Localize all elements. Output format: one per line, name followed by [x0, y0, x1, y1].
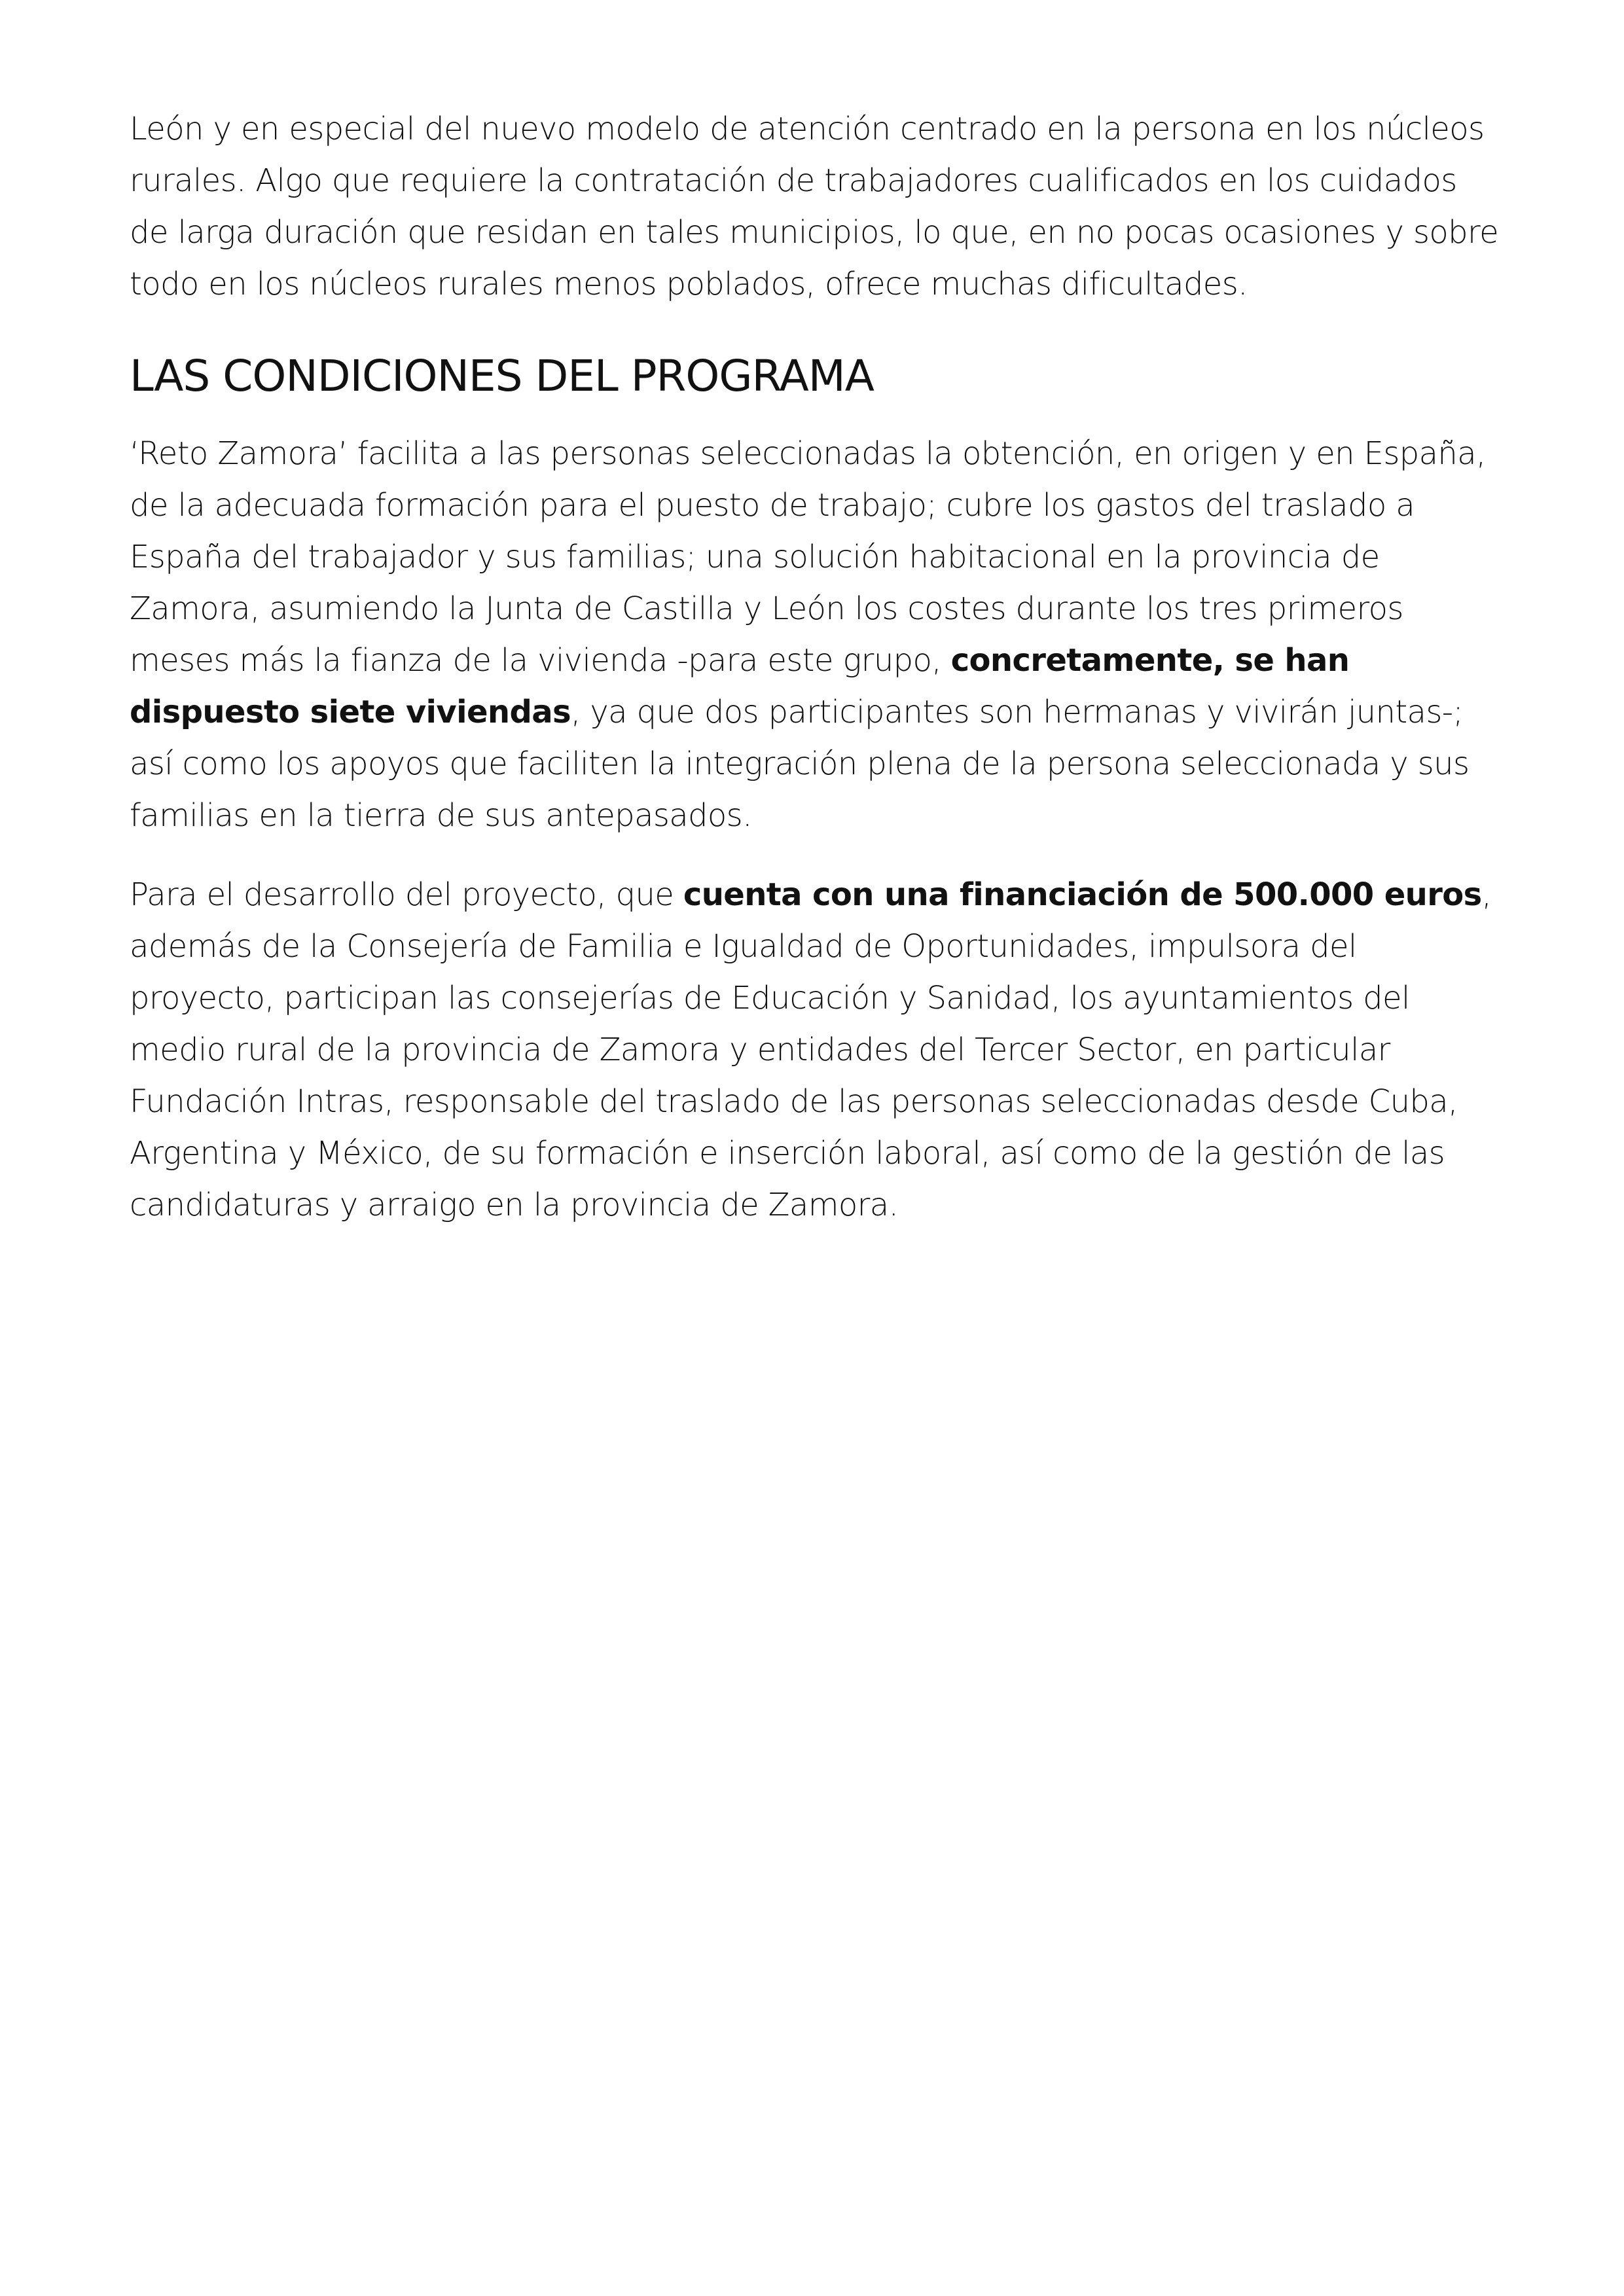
paragraph-funding-text-start: Para el desarrollo del proyecto, que — [130, 876, 683, 913]
paragraph-conditions-text-end: , ya que dos participantes son hermanas y vivirán juntas-; así como los apoyos que faciliten la integración plena de la persona seleccionada y sus familias en la tierra de sus antepasados. — [130, 694, 1470, 834]
document-body — [130, 103, 1504, 1259]
paragraph-conditions-bold: concretamente, se han dispuesto siete viviendas — [130, 642, 1350, 730]
paragraph-conditions-text-start: ‘Reto Zamora’ facilita a las personas seleccionadas la obtención, en origen y en España, de la adecuada formación para el puesto de trabajo; cubre los gastos del traslado a España del trabajador y sus familias; una solución habitacional en la provincia de Zamora, asumiendo la Junta de Castilla y León los costes durante los tres primeros meses más la fianza de la vivienda -para este grupo, — [130, 435, 1486, 679]
section-heading: LAS CONDICIONES DEL PROGRAMA — [130, 351, 874, 401]
paragraph-conditions — [130, 428, 1504, 842]
paragraph-intro-text: León y en especial del nuevo modelo de atención centrado en la persona en los núcleos rurales. Algo que requiere la contratación de trabajadores cualificados en los cuidados de larga duración que residan en tales municipios, lo que, en no pocas ocasiones y sobre todo en los núcleos rurales menos poblados, ofrece muchas dificultades. — [130, 111, 1499, 302]
paragraph-funding-bold: cuenta con una financiación de 500.000 euros — [683, 876, 1482, 913]
paragraph-intro — [130, 103, 1504, 310]
paragraph-funding-text-end: , además de la Consejería de Familia e Igualdad de Oportunidades, impulsora del proyecto, participan las consejerías de Educación y Sanidad, los ayuntamientos del medio rural de la provincia de Zamora y entidades del Tercer Sector, en particular Fundación Intras, responsable del traslado de las personas seleccionadas desde Cuba, Argentina y México, de su formación e inserción laboral, así como de la gestión de las candidaturas y arraigo en la provincia de Zamora. — [130, 876, 1492, 1223]
paragraph-funding — [130, 869, 1504, 1231]
